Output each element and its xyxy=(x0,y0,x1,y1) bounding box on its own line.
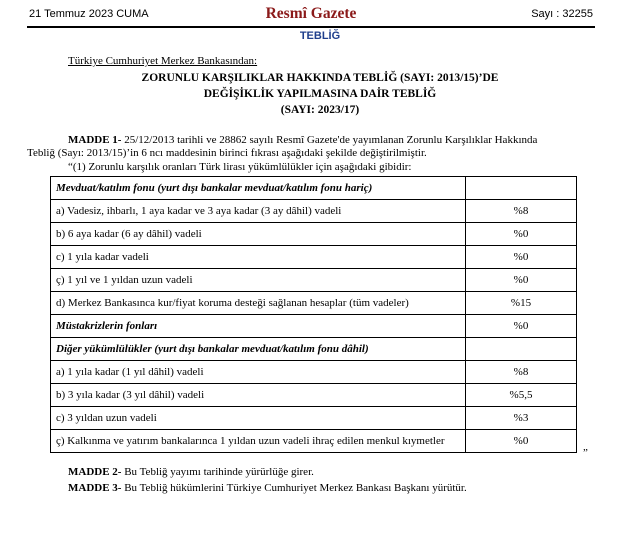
section-title: TEBLİĞ xyxy=(299,30,341,42)
article-2 xyxy=(68,466,314,478)
rate-cell: %0 xyxy=(466,223,577,246)
table-row xyxy=(51,384,577,407)
document-title-line-3: (SAYI: 2023/17) xyxy=(280,104,360,116)
table-row xyxy=(51,315,577,338)
article-1-line-3: “(1) Zorunlu karşılık oranları Türk lirası yükümlülükler için aşağıdaki gibidir: xyxy=(68,161,412,173)
document-title-line-1: ZORUNLU KARŞILIKLAR HAKKINDA TEBLİĞ (SAYI: 2013/15)’DE xyxy=(141,72,499,84)
rate-cell: %15 xyxy=(466,292,577,315)
rate-cell: %0 xyxy=(466,315,577,338)
table-section-heading: Müstakrizlerin fonları xyxy=(51,315,466,338)
row-label: a) Vadesiz, ihbarlı, 1 aya kadar ve 3 aya kadar (3 ay dâhil) vadeli xyxy=(51,200,466,223)
closing-quote: ” xyxy=(583,447,588,459)
rate-cell: %0 xyxy=(466,246,577,269)
table-row xyxy=(51,200,577,223)
gazette-header xyxy=(27,4,595,28)
article-2-label: MADDE 2- xyxy=(68,466,122,478)
row-label: b) 6 aya kadar (6 ay dâhil) vadeli xyxy=(51,223,466,246)
table-row xyxy=(51,223,577,246)
article-3-label: MADDE 3- xyxy=(68,482,122,494)
rate-cell: %5,5 xyxy=(466,384,577,407)
table-row xyxy=(51,246,577,269)
row-label: ç) 1 yıl ve 1 yıldan uzun vadeli xyxy=(51,269,466,292)
row-label: c) 1 yıla kadar vadeli xyxy=(51,246,466,269)
header-date: 21 Temmuz 2023 CUMA xyxy=(29,8,149,20)
article-3 xyxy=(68,482,467,494)
article-1-line-1 xyxy=(68,134,595,147)
article-3-text: Bu Tebliğ hükümlerini Türkiye Cumhuriyet Merkez Bankası Başkanı yürütür. xyxy=(121,482,467,494)
issuer-line: Türkiye Cumhuriyet Merkez Bankasından: xyxy=(68,55,258,67)
rate-cell xyxy=(466,338,577,361)
table-row xyxy=(51,269,577,292)
gazette-title: Resmî Gazete xyxy=(265,5,357,22)
rate-cell: %0 xyxy=(466,430,577,453)
document-title-line-2: DEĞİŞİKLİK YAPILMASINA DAİR TEBLİĞ xyxy=(203,88,437,100)
row-label: a) 1 yıla kadar (1 yıl dâhil) vadeli xyxy=(51,361,466,384)
reserve-ratio-table xyxy=(50,176,577,453)
row-label: c) 3 yıldan uzun vadeli xyxy=(51,407,466,430)
table-row xyxy=(51,338,577,361)
rate-cell: %0 xyxy=(466,269,577,292)
table-section-heading: Diğer yükümlülükler (yurt dışı bankalar mevduat/katılım fonu dâhil) xyxy=(51,338,466,361)
rate-cell: %3 xyxy=(466,407,577,430)
row-label: d) Merkez Bankasınca kur/fiyat koruma desteği sağlanan hesaplar (tüm vadeler) xyxy=(51,292,466,315)
table-row xyxy=(51,407,577,430)
row-label: b) 3 yıla kadar (3 yıl dâhil) vadeli xyxy=(51,384,466,407)
table-row xyxy=(51,177,577,200)
rate-cell: %8 xyxy=(466,361,577,384)
header-issue-number: Sayı : 32255 xyxy=(531,8,593,20)
rate-cell xyxy=(466,177,577,200)
article-1-text: 25/12/2013 tarihli ve 28862 sayılı Resmî Gazete'de yayımlanan Zorunlu Karşılıklar Hakkında xyxy=(121,134,538,146)
article-1-label: MADDE 1- xyxy=(68,134,122,146)
table-row xyxy=(51,292,577,315)
table-row xyxy=(51,361,577,384)
article-1-line-2: Tebliğ (Sayı: 2013/15)’in 6 ncı maddesinin birinci fıkrası aşağıdaki şekilde değiştirilmiştir. xyxy=(27,147,427,159)
rate-cell: %8 xyxy=(466,200,577,223)
table-row xyxy=(51,430,577,453)
row-label: ç) Kalkınma ve yatırım bankalarınca 1 yıldan uzun vadeli ihraç edilen menkul kıymetler xyxy=(51,430,466,453)
table-section-heading: Mevduat/katılım fonu (yurt dışı bankalar mevduat/katılım fonu hariç) xyxy=(51,177,466,200)
article-2-text: Bu Tebliğ yayımı tarihinde yürürlüğe girer. xyxy=(121,466,314,478)
